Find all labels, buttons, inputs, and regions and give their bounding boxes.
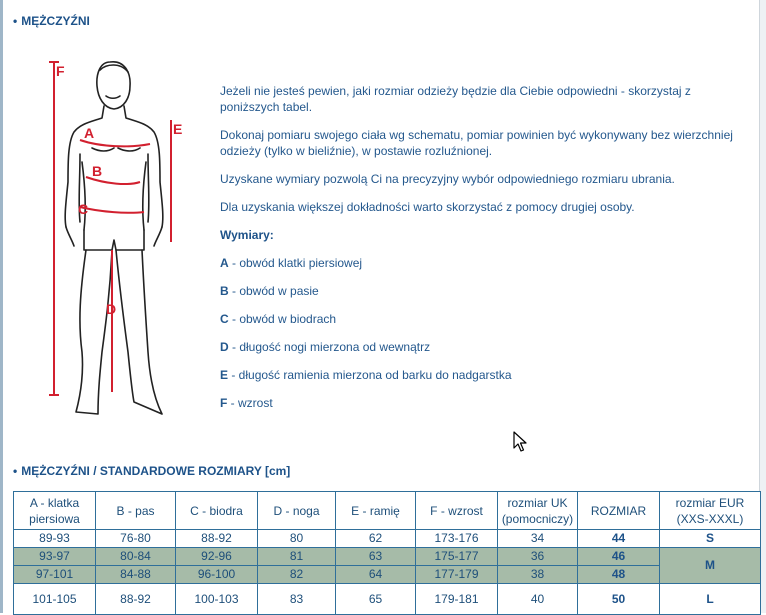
column-header: ROZMIAR xyxy=(578,492,660,530)
section-title-men xyxy=(13,14,90,28)
size-table xyxy=(13,491,761,615)
label-c: C xyxy=(78,201,89,217)
table-header-row xyxy=(14,492,761,530)
intro-paragraph-3: Uzyskane wymiary pozwolą Ci na precyzyjny wybór odpowiedniego rozmiaru ubrania. xyxy=(220,172,675,186)
measurement-item: C - obwód w biodrach xyxy=(220,312,337,326)
section-title-text: MĘŻCZYŹNI / STANDARDOWE ROZMIARY [cm] xyxy=(21,464,291,478)
table-row: 97-101 84-88 96-100 82 64 177-179 38 48 xyxy=(14,566,761,584)
body-measurement-figure xyxy=(40,52,200,442)
measurement-item: A - obwód klatki piersiowej xyxy=(220,256,363,270)
bullet: • xyxy=(13,464,18,478)
eur-size-cell: M xyxy=(660,548,761,584)
section-title-text: MĘŻCZYŹNI xyxy=(21,14,90,28)
label-f: F xyxy=(56,63,65,79)
column-header: D - noga xyxy=(258,492,336,530)
bullet: • xyxy=(13,14,18,28)
column-header: rozmiar UK (pomocniczy) xyxy=(498,492,578,530)
column-header: A - klatka piersiowa xyxy=(14,492,96,530)
label-b: B xyxy=(92,163,103,179)
intro-paragraph-4: Dla uzyskania większej dokładności warto skorzystać z pomocy drugiej osoby. xyxy=(220,200,635,214)
measure-line-c xyxy=(80,207,144,213)
section-title-standard-sizes xyxy=(13,464,290,478)
column-header: E - ramię xyxy=(336,492,416,530)
measurement-item: E - długość ramienia mierzona od barku do nadgarstka xyxy=(220,368,512,382)
page-left-border xyxy=(0,0,3,613)
intro-paragraph-2: Dokonaj pomiaru swojego ciała wg schematu, pomiar powinien być wykonywany bez wierzchniej odzieży (tylko w bieliźnie), w postawie rozluźnionej. xyxy=(220,128,733,158)
eur-size-cell: S xyxy=(660,530,761,548)
label-e: E xyxy=(173,121,183,137)
label-d: D xyxy=(106,301,117,317)
table-row: 93-97 80-84 92-96 81 63 175-177 36 46 M xyxy=(14,548,761,566)
measurement-item: F - wzrost xyxy=(220,396,273,410)
label-a: A xyxy=(84,125,95,141)
measurements-heading: Wymiary: xyxy=(220,228,274,242)
body-outline-illustration xyxy=(40,52,200,442)
measurement-item: D - długość nogi mierzona od wewnątrz xyxy=(220,340,431,354)
intro-paragraph-1: Jeżeli nie jesteś pewien, jaki rozmiar odzieży będzie dla Ciebie odpowiedni - skorzystaj z poniższych tabel. xyxy=(220,84,691,114)
column-header: C - biodra xyxy=(176,492,258,530)
table-row: 89-93 76-80 88-92 80 62 173-176 34 44 S xyxy=(14,530,761,548)
column-header: rozmiar EUR (XXS-XXXL) xyxy=(660,492,761,530)
column-header: F - wzrost xyxy=(416,492,498,530)
table-row: 101-105 88-92 100-103 83 65 179-181 40 50 L xyxy=(14,584,761,615)
eur-size-cell: L xyxy=(660,584,761,615)
measurement-item: B - obwód w pasie xyxy=(220,284,319,298)
column-header: B - pas xyxy=(96,492,176,530)
mouse-cursor-icon xyxy=(513,431,527,453)
